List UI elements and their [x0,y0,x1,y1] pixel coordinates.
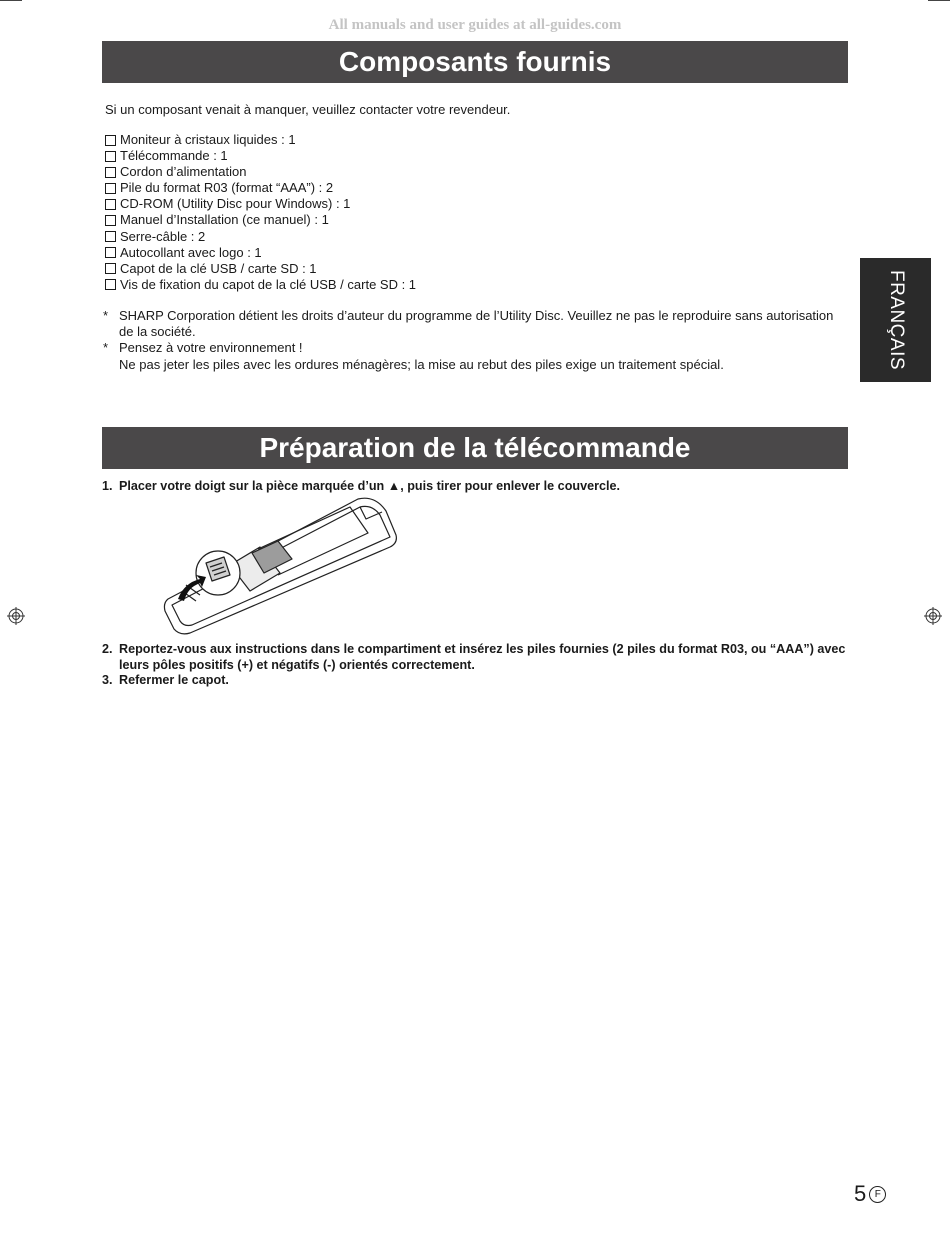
step-3: 3. Refermer le capot. [102,673,229,687]
language-tab: FRANÇAIS [860,258,931,382]
components-checklist [105,132,416,293]
checkbox-icon [105,279,116,290]
page-number: 5 F [854,1181,886,1207]
checkbox-icon [105,247,116,258]
step-1: 1. Placer votre doigt sur la pièce marquée d’un ▲, puis tirer pour enlever le couvercle. [102,479,620,493]
steps-2-3 [102,642,852,689]
checkbox-icon [105,231,116,242]
checklist-item: Autocollant avec logo : 1 [105,245,416,261]
checkbox-icon [105,135,116,146]
step-2: 2. Reportez-vous aux instructions dans le compartiment et insérez les piles fournies (2 piles du format R03, ou “AAA”) avec leurs pôles positifs (+) et négatifs (-) orientés correctement. [102,642,846,672]
checklist-item: Manuel d’Installation (ce manuel) : 1 [105,212,416,228]
note-environment: * Pensez à votre environnement ! [103,340,303,356]
note-batteries-disposal: Ne pas jeter les piles avec les ordures ménagères; la mise au rebut des piles exige un traitement spécial. [119,356,724,372]
checklist-item: Capot de la clé USB / carte SD : 1 [105,261,416,277]
crop-mark-right [928,0,950,1]
intro-text: Si un composant venait à manquer, veuillez contacter votre revendeur. [105,102,511,117]
checkbox-icon [105,167,116,178]
section-title-telecommande: Préparation de la télécommande [102,427,848,469]
note-copyright: * SHARP Corporation détient les droits d’auteur du programme de l’Utility Disc. Veuillez ne pas le reproduire sans autorisation de la société. [103,308,834,340]
notes [103,308,848,373]
remote-control-illustration [160,495,405,637]
section-title-composants: Composants fournis [102,41,848,83]
checkbox-icon [105,215,116,226]
watermark: All manuals and user guides at all-guides.com [328,17,622,33]
checkbox-icon [105,151,116,162]
checklist-item: Moniteur à cristaux liquides : 1 [105,132,416,148]
checklist-item: CD-ROM (Utility Disc pour Windows) : 1 [105,196,416,212]
registration-mark-icon [924,607,942,625]
checklist-item: Serre-câble : 2 [105,229,416,245]
checklist-item: Pile du format R03 (format “AAA”) : 2 [105,180,416,196]
registration-mark-icon [7,607,25,625]
checkbox-icon [105,183,116,194]
checkbox-icon [105,199,116,210]
checklist-item: Cordon d’alimentation [105,164,416,180]
checklist-item: Télécommande : 1 [105,148,416,164]
checkbox-icon [105,263,116,274]
circled-f-icon: F [869,1186,886,1203]
crop-mark-left [0,0,22,1]
checklist-item: Vis de fixation du capot de la clé USB / carte SD : 1 [105,277,416,293]
